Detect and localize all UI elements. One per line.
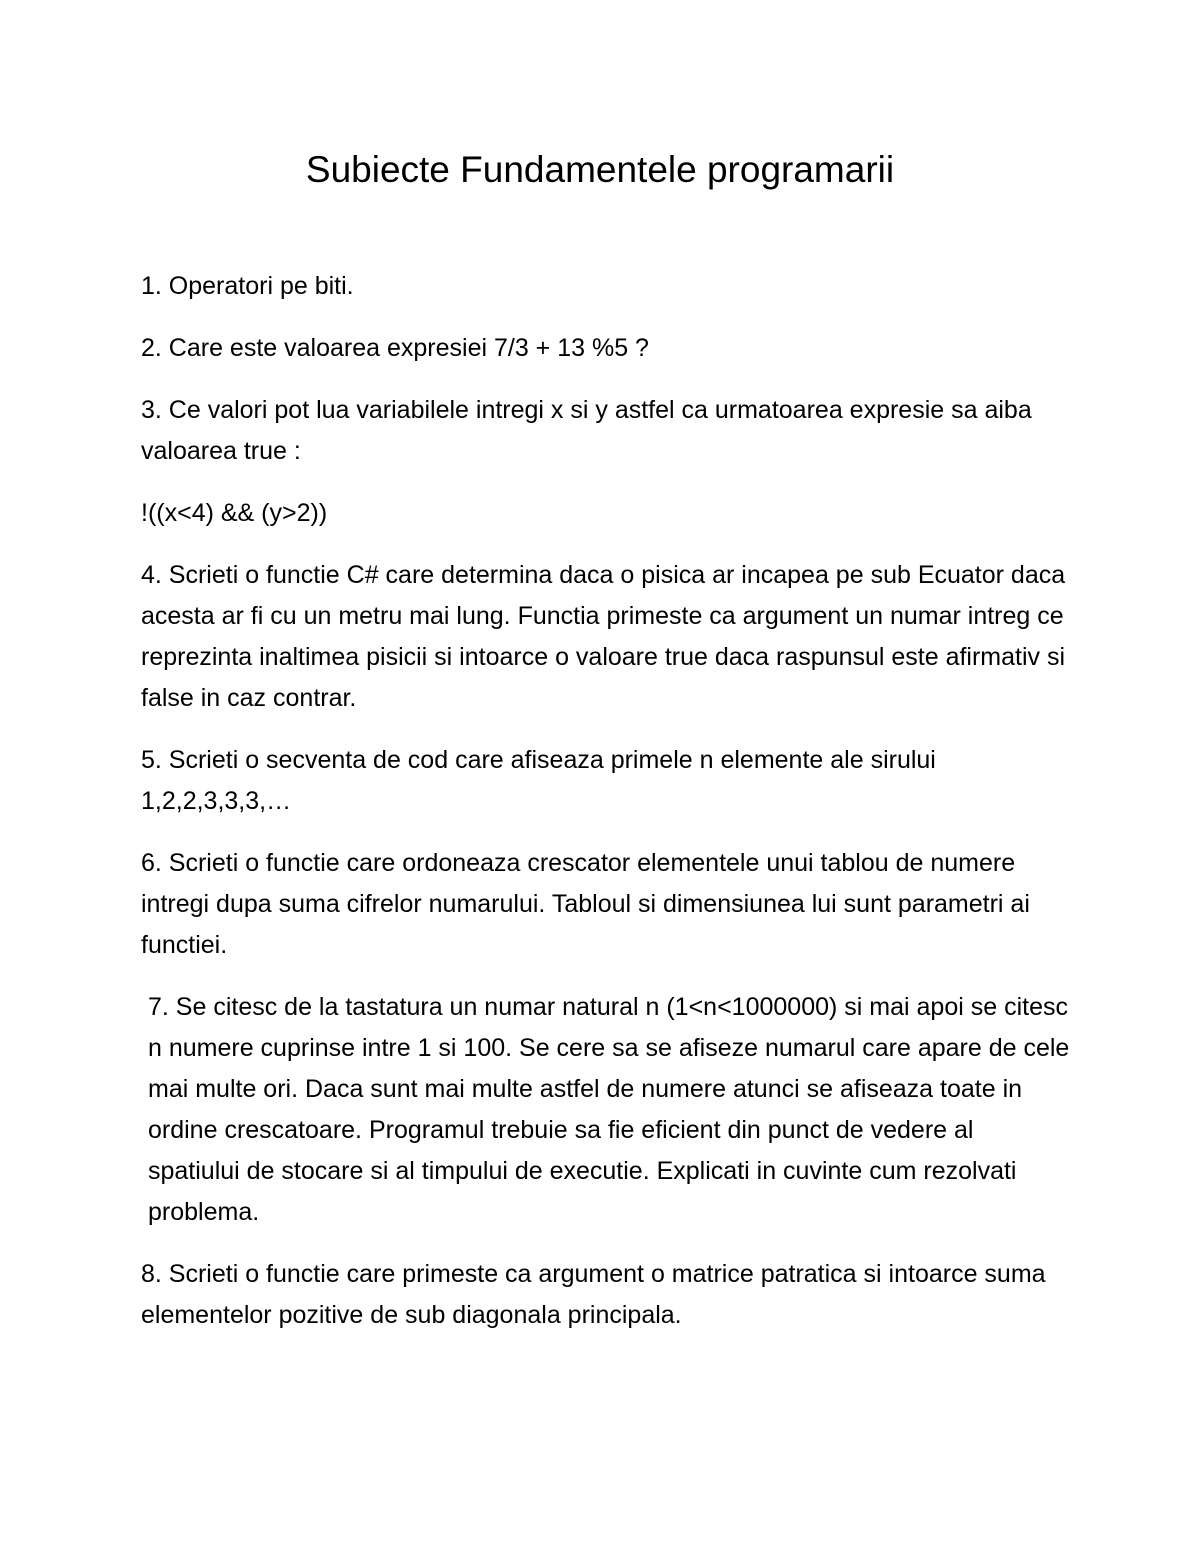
question-7: 7. Se citesc de la tastatura un numar natural n (1<n<1000000) si mai apoi se citesc n numere cuprinse intre 1 si 100. Se cere sa se afiseze numarul care apare de cele mai multe ori. Daca sunt mai multe astfel de numere atunci se afiseaza toate in ordine crescatoare. Programul trebuie sa fie eficient din punct de vedere al spatiului de stocare si al timpului de executie. Explicati in cuvinte cum rezolvati problema. (148, 993, 1070, 1226)
question-4: 4. Scrieti o functie C# care determina daca o pisica ar incapea pe sub Ecuator daca acesta ar fi cu un metru mai lung. Functia primeste ca argument un numar intreg ce reprezinta inaltimea pisicii si intoarce o valoare true daca raspunsul este afirmativ si false in caz contrar. (141, 561, 1066, 712)
document-body (141, 266, 1071, 1357)
question-3-expression: !((x<4) && (y>2)) (141, 499, 328, 527)
question-5: 5. Scrieti o secventa de cod care afiseaza primele n elemente ale sirului 1,2,2,3,3,3,… (141, 746, 936, 815)
document-title: Subiecte Fundamentele programarii (305, 149, 895, 190)
question-1: 1. Operatori pe biti. (141, 272, 354, 300)
question-8: 8. Scrieti o functie care primeste ca argument o matrice patratica si intoarce suma elementelor pozitive de sub diagonala principala. (141, 1260, 1046, 1329)
question-2: 2. Care este valoarea expresiei 7/3 + 13 %5 ? (141, 334, 649, 362)
question-3: 3. Ce valori pot lua variabilele intregi x si y astfel ca urmatoarea expresie sa aiba valoarea true : (141, 396, 1032, 465)
question-6: 6. Scrieti o functie care ordoneaza crescator elementele unui tablou de numere intregi dupa suma cifrelor numarului. Tabloul si dimensiunea lui sunt parametri ai functiei. (141, 849, 1030, 959)
